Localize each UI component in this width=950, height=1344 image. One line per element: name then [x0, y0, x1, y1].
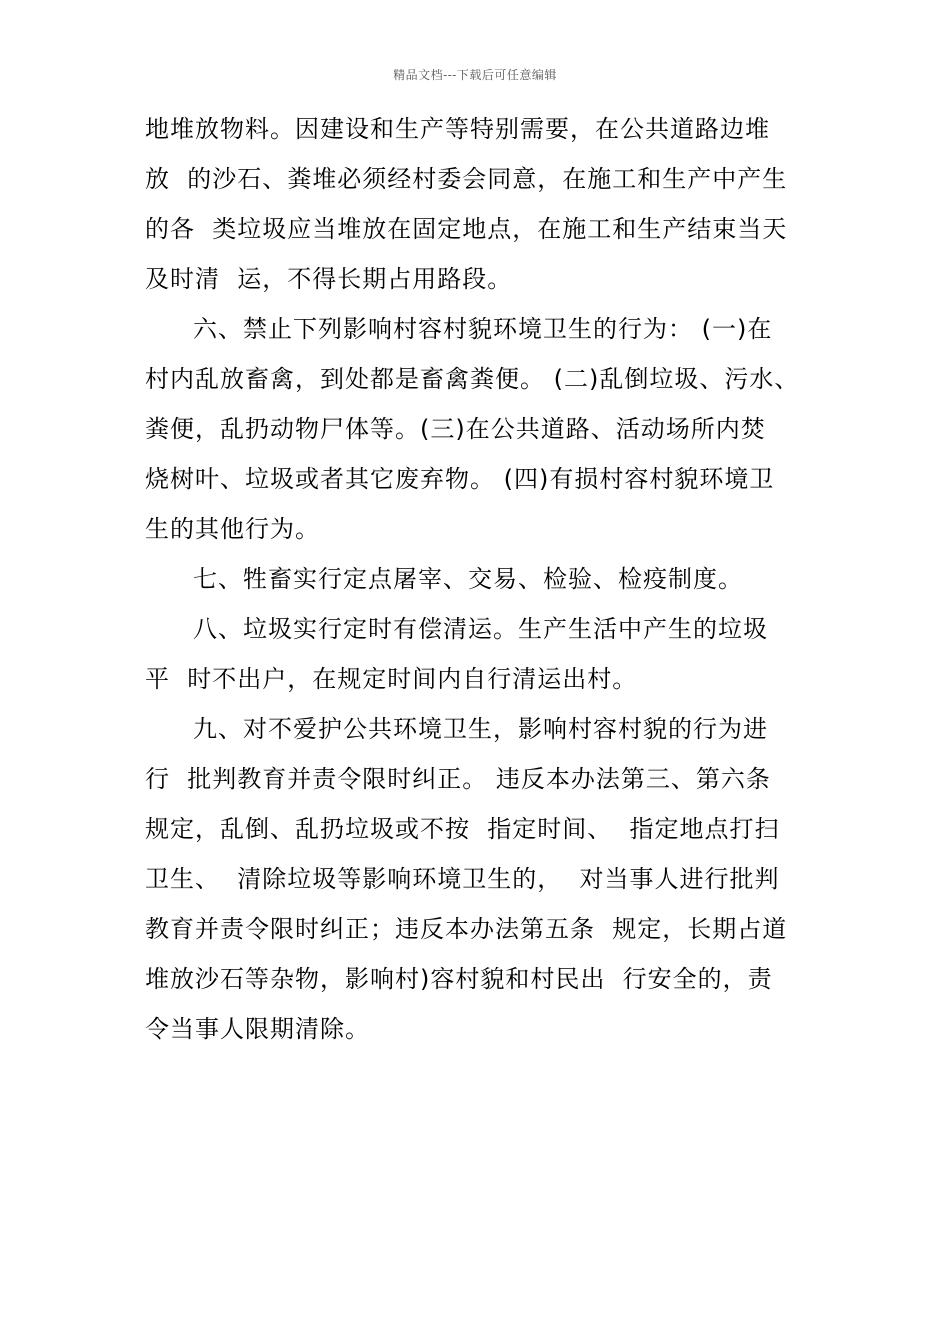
text-line: 烧树叶、垃圾或者其它废弃物。 (四)有损村容村貌环境卫 [145, 465, 775, 493]
paragraph-seven: 七、牲畜实行定点屠宰、交易、检验、检疫制度。 [193, 565, 743, 593]
text-line: 放 的沙石、粪堆必须经村委会同意，在施工和生产中产生 [145, 165, 788, 193]
page-header: 精品文档---下载后可任意编辑 [393, 68, 557, 82]
paragraph-eight-start: 八、垃圾实行定时有偿清运。生产生活中产生的垃圾 [193, 615, 768, 643]
text-line: 村内乱放畜禽，到处都是畜禽粪便。 (二)乱倒垃圾、污水、 [145, 365, 800, 393]
text-line: 教育并责令限时纠正；违反本办法第五条 规定，长期占道 [145, 915, 788, 943]
text-line: 令当事人限期清除。 [145, 1015, 370, 1043]
document-body [145, 104, 845, 1054]
text-line: 平 时不出户，在规定时间内自行清运出村。 [145, 665, 638, 693]
paragraph-nine-start: 九、对不爱护公共环境卫生，影响村容村貌的行为进 [193, 715, 768, 743]
text-line: 及时清 运，不得长期占用路段。 [145, 265, 513, 293]
text-line: 行 批判教育并责令限时纠正。 违反本办法第三、第六条 [145, 765, 771, 793]
text-line: 的各 类垃圾应当堆放在固定地点，在施工和生产结束当天 [145, 215, 788, 243]
text-line: 卫生、 清除垃圾等影响环境卫生的， 对当事人进行批判 [145, 865, 780, 893]
text-line: 地堆放物料。因建设和生产等特别需要，在公共道路边堆 [145, 115, 770, 143]
text-line: 生的其他行为。 [145, 515, 320, 543]
text-line: 堆放沙石等杂物，影响村)容村貌和村民出 行安全的，责 [145, 965, 773, 993]
text-line: 粪便，乱扔动物尸体等。(三)在公共道路、活动场所内焚 [145, 415, 766, 443]
paragraph-six-start: 六、禁止下列影响村容村貌环境卫生的行为： (一)在 [193, 315, 773, 343]
text-line: 规定，乱倒、乱扔垃圾或不按 指定时间、 指定地点打扫 [145, 815, 780, 843]
